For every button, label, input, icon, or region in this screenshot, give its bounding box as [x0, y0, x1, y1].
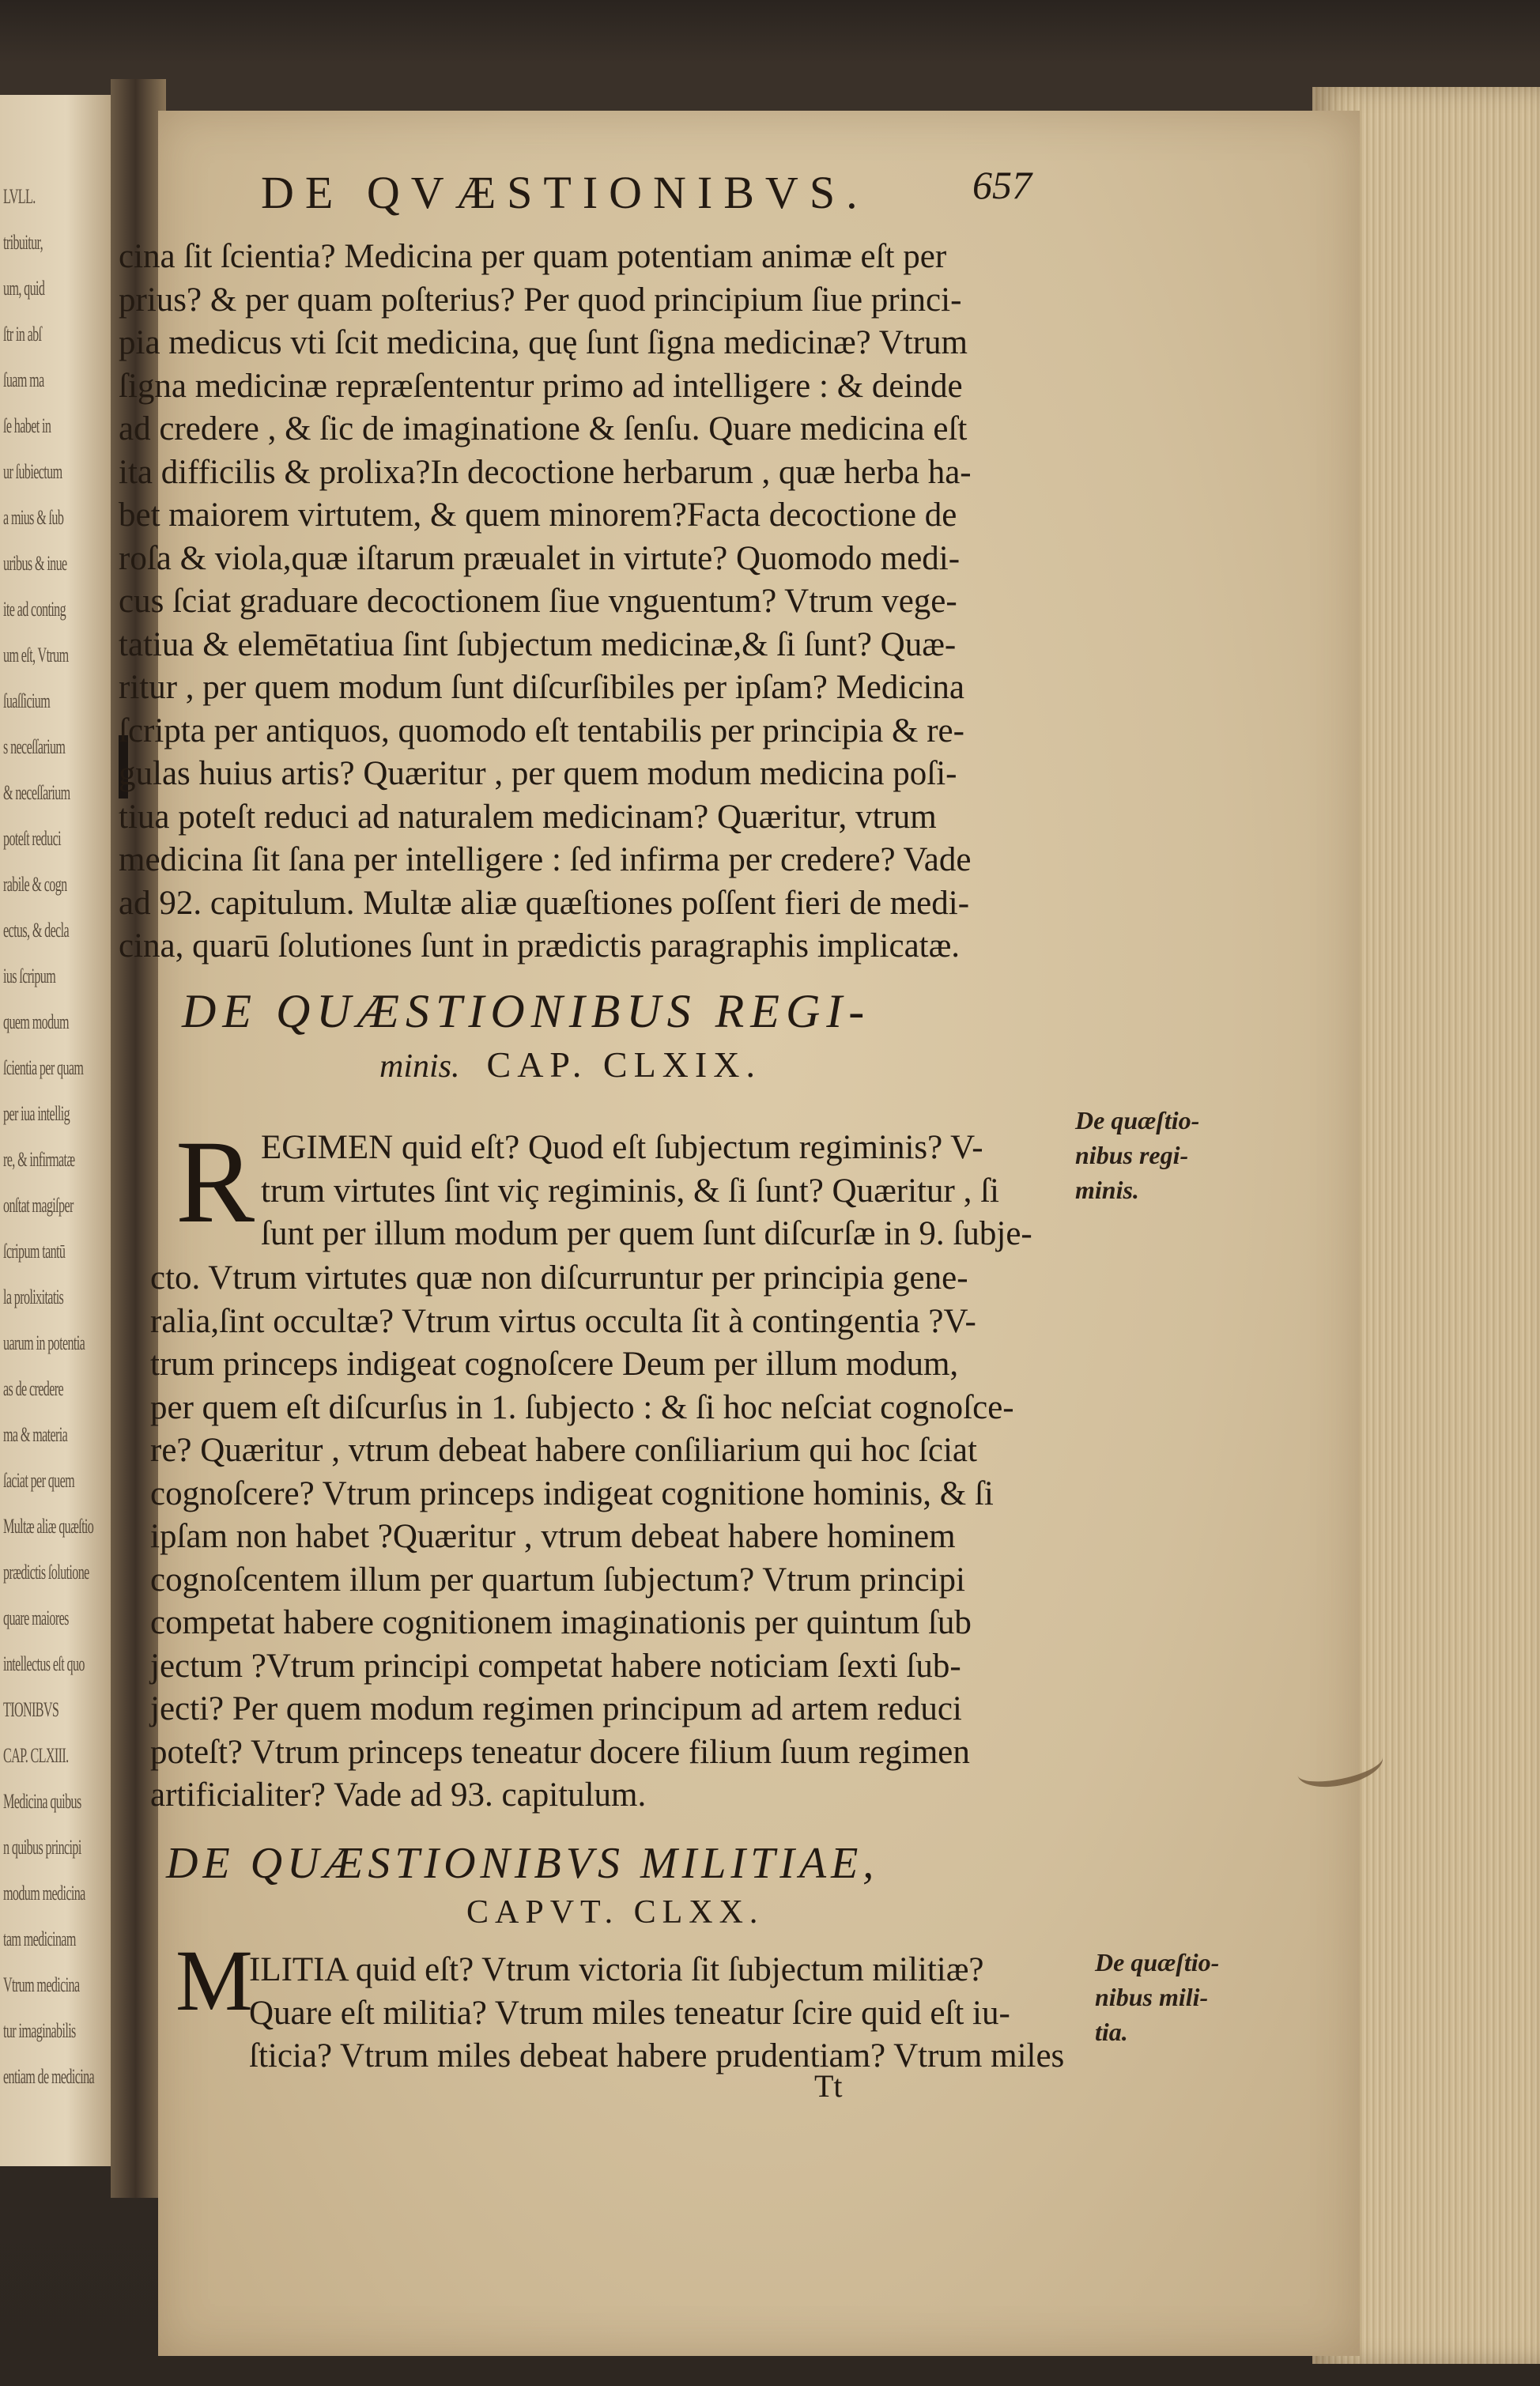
paragraph-militiae — [249, 1949, 1087, 2078]
text-line: ad credere , & ſic de imaginatione & ſenſu. Quare medicina eſt — [119, 410, 968, 447]
verso-fragment: intellectus eſt quo — [3, 1652, 85, 1675]
text-line: per quem eſt diſcurſus in 1. ſubjecto : & ſi hoc neſciat cognoſce- — [150, 1388, 1014, 1426]
chapter-subheading-regiminis — [379, 1044, 761, 1085]
verso-fragment: ſuam ma — [3, 368, 44, 391]
margin-note-regiminis — [1075, 1103, 1199, 1207]
text-line: gulas huius artis? Quæritur , per quem modum medicina poſi- — [119, 755, 957, 792]
text-line: tiua poteſt reduci ad naturalem medicinam? Quæritur, vtrum — [119, 798, 937, 836]
verso-fragment: tur imaginabilis — [3, 2019, 76, 2042]
text-line: ralia,ſint occultæ? Vtrum virtus occulta ſit à contingentia ?V- — [150, 1302, 976, 1340]
verso-fragment: prædictis ſolutione — [3, 1561, 89, 1584]
verso-fragment: uarum in potentia — [3, 1331, 85, 1354]
text-line: ſigna medicinæ repræſententur primo ad intelligere : & deinde — [119, 367, 963, 405]
verso-fragment: ite ad conting — [3, 598, 66, 621]
text-line: jectum ?Vtrum principi competat habere noticiam ſexti ſub- — [150, 1647, 961, 1685]
text-line: ritur , per quem modum ſunt diſcurſibiles per ipſam? Medicina — [119, 669, 964, 706]
text-line: trum virtutes ſint viç regiminis, & ſi ſunt? Quæritur , ſi — [261, 1172, 999, 1210]
text-line: cina, quarū ſolutiones ſunt in prædictis paragraphis implicatæ. — [119, 927, 961, 965]
verso-fragment: entiam de medicina — [3, 2065, 95, 2088]
signature-mark: Tt — [814, 2068, 843, 2104]
margin-note-line: tia. — [1095, 2018, 1128, 2046]
text-line: competat habere cognitionem imaginationis per quintum ſub — [150, 1604, 972, 1641]
text-line: jecti? Per quem modum regimen principum ad artem reduci — [150, 1690, 962, 1727]
verso-fragment: ma & materia — [3, 1423, 68, 1446]
heading-continuation: minis. — [379, 1048, 460, 1085]
verso-fragment: quare maiores — [3, 1606, 69, 1629]
text-line: roſa & viola,quæ iſtarum præualet in virtute? Quomodo medi- — [119, 539, 961, 577]
verso-fragment: per iua intellig — [3, 1102, 70, 1125]
text-line: ſunt per illum modum per quem ſunt diſcurſæ in 9. ſubje- — [261, 1215, 1032, 1252]
paragraph-regiminis-intro — [261, 1127, 1091, 1256]
text-line: medicina ſit ſana per intelligere : ſed infirma per credere? Vade — [119, 841, 972, 878]
verso-fragment: Vtrum medicina — [3, 1973, 80, 1996]
paragraph-regiminis — [150, 1257, 1099, 1818]
verso-fragment: LVLL. — [3, 185, 36, 208]
page-number: 657 — [972, 163, 1032, 207]
text-line: EGIMEN quid eſt? Quod eſt ſubjectum regiminis? V- — [261, 1129, 983, 1166]
verso-fragment: onſtat magiſper — [3, 1194, 74, 1217]
verso-fragment: ſe habet in — [3, 414, 51, 437]
verso-fragment: ur ſubiectum — [3, 460, 62, 483]
text-line: artificialiter? Vade ad 93. capitulum. — [150, 1776, 647, 1814]
text-line: ad 92. capitulum. Multæ aliæ quæſtiones poſſent fieri de medi- — [119, 884, 970, 922]
text-line: bet maiorem virtutem, & quem minorem?Facta decoctione de — [119, 496, 957, 534]
margin-note-line: nibus mili- — [1095, 1983, 1209, 2011]
margin-note-line: minis. — [1075, 1176, 1139, 1204]
margin-note-militiae — [1095, 1945, 1219, 2049]
verso-fragment: TIONIBVS — [3, 1698, 59, 1721]
verso-fragment: tribuitur, — [3, 231, 43, 254]
verso-fragment: tam medicinam — [3, 1927, 76, 1950]
text-line: ILITIA quid eſt? Vtrum victoria ſit ſubjectum militiæ? — [249, 1951, 984, 1988]
drop-cap-r: R — [176, 1116, 255, 1248]
verso-fragment: ius ſcripum — [3, 965, 56, 987]
paragraph-medicine-questions — [119, 236, 1099, 968]
text-line: cognoſcentem illum per quartum ſubjectum? Vtrum principi — [150, 1561, 965, 1599]
verso-fragment: uribus & inue — [3, 552, 67, 575]
text-line: cognoſcere? Vtrum princeps indigeat cognitione hominis, & ſi — [150, 1474, 994, 1512]
verso-fragment: ſuaſſicium — [3, 689, 51, 712]
verso-fragment: CAP. CLXIII. — [3, 1744, 69, 1767]
text-line: ſticia? Vtrum miles debeat habere prudentiam? Vtrum miles — [249, 2037, 1065, 2075]
verso-fragment: rabile & cogn — [3, 873, 67, 896]
verso-fragment: la prolixitatis — [3, 1285, 64, 1308]
verso-fragment: um eſt, Vtrum — [3, 644, 69, 666]
margin-note-line: De quæſtio- — [1095, 1948, 1220, 1976]
verso-fragment: quem modum — [3, 1010, 69, 1033]
text-line: re? Quæritur , vtrum debeat habere conſiliarium qui hoc ſciat — [150, 1432, 977, 1469]
verso-fragment: s neceſſarium — [3, 735, 66, 758]
text-line: prius? & per quam poſterius? Per quod principium ſiue princi- — [119, 281, 962, 319]
margin-note-line: De quæſtio- — [1075, 1106, 1200, 1134]
verso-fragment: ſtr in abſ — [3, 323, 42, 345]
verso-fragment: um, quid — [3, 277, 45, 300]
text-line: cto. Vtrum virtutes quæ non diſcurruntur per principia gene- — [150, 1259, 968, 1297]
text-line: Quare eſt militia? Vtrum miles teneatur ſcire quid eſt iu- — [249, 1994, 1010, 2032]
text-line: trum princeps indigeat cognoſcere Deum per illum modum, — [150, 1346, 959, 1383]
chapter-number: CAP. CLXIX. — [486, 1044, 761, 1085]
verso-fragment: ſcientia per quam — [3, 1056, 84, 1079]
text-line: cina ſit ſcientia? Medicina per quam potentiam animæ eſt per — [119, 238, 947, 275]
text-line: ipſam non habet ?Quæritur , vtrum debeat habere hominem — [150, 1518, 956, 1555]
running-head: DE QVÆSTIONIBVS. — [261, 167, 869, 218]
verso-fragment: poteſt reduci — [3, 827, 61, 850]
verso-fragment: ſaciat per quem — [3, 1469, 75, 1492]
text-line: cus ſciat graduare decoctionem ſiue vnguentum? Vtrum vege- — [119, 583, 957, 620]
text-line: poteſt? Vtrum princeps teneatur docere filium ſuum regimen — [150, 1733, 970, 1771]
verso-fragment: Multæ aliæ quæſtio — [3, 1515, 94, 1538]
chapter-subheading-militiae: CAPVT. CLXX. — [466, 1894, 764, 1931]
verso-fragment: re, & infirmatæ — [3, 1148, 75, 1171]
chapter-heading-militiae: DE QUÆSTIONIBVS MILITIAE, — [166, 1839, 879, 1888]
chapter-heading-regiminis: DE QUÆSTIONIBUS REGI- — [182, 985, 871, 1037]
verso-fragment: as de credere — [3, 1377, 64, 1400]
text-line: ſcripta per antiquos, quomodo eſt tentabilis per principia & re- — [119, 712, 964, 749]
verso-fragment: ſcripum tantū — [3, 1240, 66, 1263]
drop-cap-m: M — [176, 1932, 253, 2029]
verso-fragment: modum medicina — [3, 1882, 85, 1905]
text-line: tatiua & elemētatiua ſint ſubjectum medicinæ,& ſi ſunt? Quæ- — [119, 625, 957, 663]
text-line: pia medicus vti ſcit medicina, quę ſunt ſigna medicinæ? Vtrum — [119, 324, 968, 361]
verso-fragment: Medicina quibus — [3, 1790, 81, 1813]
verso-fragment: & neceſſarium — [3, 781, 70, 804]
verso-fragment: a mius & ſub — [3, 506, 64, 529]
margin-note-line: nibus regi- — [1075, 1141, 1189, 1169]
text-line: ita difficilis & prolixa?In decoctione herbarum , quæ herba ha- — [119, 453, 972, 491]
verso-fragment: ectus, & decla — [3, 919, 70, 942]
verso-fragment: n quibus principi — [3, 1836, 81, 1859]
